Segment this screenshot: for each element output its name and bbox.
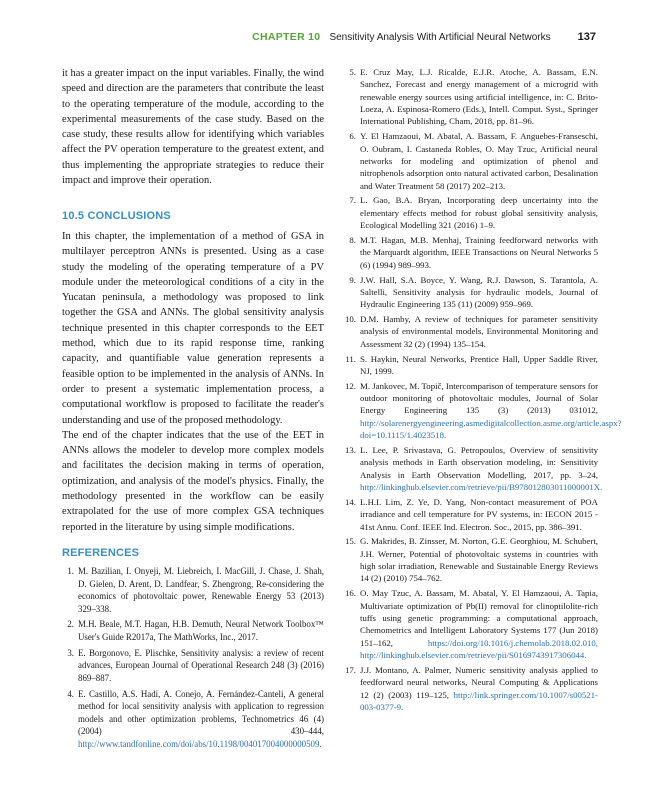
conclusions-paragraph-2: The end of the chapter indicates that the use of the EET in ANNs allows the modeler to develop more complex models and facilitates the decision making in terms of operation, optimization, and analysis of the model's physics. Finally, the methodology presented in the workflow can be easily extrapolated for the use of more complex GSA techniques reported in the literature by using simple modifications. [62, 429, 324, 533]
reference-number: 16. [345, 588, 356, 599]
reference-item [344, 66, 598, 128]
intro-text-block [62, 66, 324, 188]
reference-number: 5. [349, 67, 356, 77]
reference-number: 11. [345, 353, 356, 364]
reference-item [344, 496, 598, 533]
reference-item [62, 618, 324, 643]
reference-number: 8. [349, 234, 356, 245]
running-header [230, 31, 596, 47]
reference-number: 13. [345, 444, 356, 455]
reference-item [62, 688, 324, 751]
conclusions-body [62, 229, 324, 535]
reference-text: M.T. Hagan, M.B. Menhaj, Training feedforward networks with the Marquardt algorithm, IEEE Transactions on Neural Networks 5 (6) (1994) 989–993. [360, 234, 598, 270]
reference-number: 4. [67, 688, 74, 699]
chapter-label: CHAPTER 10 [252, 31, 321, 43]
reference-item [344, 444, 603, 493]
conclusions-heading: 10.5 CONCLUSIONS [62, 210, 171, 222]
references-heading: REFERENCES [62, 547, 140, 559]
reference-text: S. Haykin, Neural Networks, Prentice Hall, Upper Saddle River, NJ, 1999. [360, 353, 598, 376]
reference-number: 6. [349, 131, 356, 142]
reference-item [344, 194, 598, 231]
reference-number: 1. [67, 566, 74, 576]
reference-item [62, 565, 324, 615]
reference-text: Y. El Hamzaoui, M. Abatal, A. Bassam, F. Anguebes-Franseschi, O. Oubram, I. Castaneda Robles, O. May Tzuc, Artificial neural networks for modeling and optimization of phenol and nitrophenols adsorption onto natural activated carbon, Desalination and Water Treatment 58 (2017) 202–213. [360, 131, 598, 191]
reference-item [344, 535, 598, 584]
reference-text: J.W. Hall, S.A. Boyce, Y. Wang, R.J. Dawson, S. Tarantola, A. Saltelli, Sensitivity analysis for hydraulic models, Journal of Hydraulic Engineering 135 (11) (2009) 959–969. [360, 274, 598, 310]
reference-text: M. Bazilian, I. Onyeji, M. Liebreich, I. MacGill, J. Chase, J. Shah, D. Gielen, D. Arent, D. Landfear, S. Zhengrong, Re-considering the economics of photovoltaic power, Renewable Energy 53 (2013) 329–338. [78, 566, 324, 614]
reference-number: 17. [345, 664, 356, 675]
chapter-title: Sensitivity Analysis With Artificial Neural Networks [329, 32, 551, 43]
reference-number: 14. [345, 496, 356, 507]
reference-text: M.H. Beale, M.T. Hagan, H.B. Demuth, Neural Network Toolbox™ User's Guide R2017a, The MathWorks, Inc., 2017. [78, 619, 324, 643]
references-list-left [62, 565, 324, 754]
reference-item [344, 130, 598, 192]
reference-text: O. May Tzuc, A. Bassam, M. Abatal, Y. El Hamzaoui, A. Tapia, Multivariate optimization of Pb(II) removal for clinoptilolite-rich tuffs using genetic programming: a computational approach, Chemometrics and Intelligent Laboratory Systems 177 (Jun 2018) 151–162, [360, 588, 598, 648]
references-list-right [344, 66, 622, 716]
reference-number: 9. [349, 274, 356, 285]
reference-link[interactable]: http://link.springer.com/10.1007/s00521-003-0377-9. [360, 689, 598, 712]
reference-number: 3. [67, 647, 74, 658]
reference-item [344, 353, 598, 378]
reference-item [62, 647, 324, 685]
reference-item [344, 313, 598, 350]
reference-item [344, 234, 598, 271]
reference-text: E. Borgonovo, E. Plischke, Sensitivity analysis: a review of recent advances, European Journal of Operational Research 248 (3) (2016) 869–887. [78, 647, 324, 683]
intro-paragraph: it has a greater impact on the input variables. Finally, the wind speed and direction are the parameters that contribute the least to the operating temperature of the module, according to the experimental measurements of the case study. Based on the case study, these results allow for identifying which variables affect the PV operation temperature to the greatest extent, and thus implementing the appropriate strategies to reduce their impact and improve their operation. [62, 68, 324, 187]
reference-text: D.M. Hamby, A review of techniques for parameter sensitivity analysis of environmental models, Environmental Monitoring and Assessment 32 (2) (1994) 135–154. [360, 314, 598, 349]
reference-link[interactable]: https://doi.org/10.1016/j.chemolab.2018.02.010, http://linkinghub.elsevier.com/retrieve/pii/S0169743917306044. [360, 637, 598, 660]
reference-item [344, 664, 598, 713]
page-number: 137 [577, 31, 596, 43]
reference-text: L. Gao, B.A. Bryan, Incorporating deep uncertainty into the elementary effects method for robust global sensitivity analysis, Ecological Modelling 321 (2016) 1–9. [360, 195, 598, 231]
conclusions-paragraph-1: In this chapter, the implementation of a method of GSA in multilayer perceptron ANNs is presented. Using as a case study the modeling of the operating temperature of a PV module under the meteorological conditions of a city in the Yucatan peninsula, a methodology was proposed to link together the GSA and ANNs. The global sensitivity analysis technique presented in this chapter corresponds to the EET method, which due to its rapid response time, ranking capacity, and quantifiable value generation represents a feasible option to be implemented in the analysis of ANNs. In order to present a systematic implementation process, a computational workflow is proposed to facilitate the reader's understanding and use of the proposed methodology. [62, 231, 324, 426]
reference-item [344, 587, 598, 661]
reference-text: E. Cruz May, L.J. Ricalde, E.J.R. Atoche, A. Bassam, E.N. Sanchez, Forecast and energy management of a microgrid with renewable energy sources using artificial intelligence, in: C. Brito-Loeza, A. Espinosa-Romero (Eds.), Intell. Comput. Syst., Springer International Publishing, Cham, 2018, pp. 81–96. [360, 67, 598, 127]
reference-text: E. Castillo, A.S. Hadi, A. Conejo, A. Fernández-Canteli, A general method for local sensitivity analysis with application to regression models and other optimization problems, Technometrics 46 (4) (2004) 430–444, [78, 688, 324, 737]
reference-text: L. Lee, P. Srivastava, G. Petropoulos, Overview of sensitivity analysis methods in Earth observation modeling, in: Sensitivity Analysis in Earth Observation Modelling, 2017, pp. 3–24, [360, 444, 598, 480]
reference-text: L.H.I. Lim, Z. Ye, D. Yang, Non-contact measurement of POA irradiance and cell temperature for PV systems, in: IECON 2015 - 41st Annu. Conf. IEEE Ind. Electron. Soc., 2015, pp. 386–391. [360, 496, 598, 532]
reference-link[interactable]: http://solarenergyengineering.asmedigitalcollection.asme.org/article.aspx?doi=10.1115/1.4023518. [360, 417, 622, 441]
reference-text: J.J. Montano, A. Palmer, Numeric sensitivity analysis applied to feedforward neural networks, Neural Computing & Applications 12 (2) (2003) 119–125, [360, 664, 598, 700]
reference-text: G. Makrides, B. Zinsser, M. Norton, G.E. Georghiou, M. Schubert, J.H. Werner, Potential of photovoltaic systems in countries with high solar irradiation, Renewable and Sustainable Energy Reviews 14 (2) (2010) 754–762. [360, 536, 598, 584]
reference-number: 7. [349, 195, 356, 206]
reference-number: 15. [345, 536, 356, 547]
reference-number: 10. [345, 314, 356, 325]
reference-number: 12. [345, 380, 356, 391]
reference-link[interactable]: http://www.tandfonline.com/doi/abs/10.1198/004017004000000509. [78, 739, 322, 749]
reference-item [344, 274, 598, 311]
reference-item [344, 380, 622, 442]
reference-number: 2. [67, 619, 74, 630]
reference-text: M. Jankovec, M. Topič, Intercomparison of temperature sensors for outdoor monitoring of photovoltaic modules, Journal of Solar Energy Engineering 135 (3) (2013) 031012, [360, 380, 598, 416]
reference-link[interactable]: http://linkinghub.elsevier.com/retrieve/pii/B978012803011000001X. [360, 482, 603, 492]
